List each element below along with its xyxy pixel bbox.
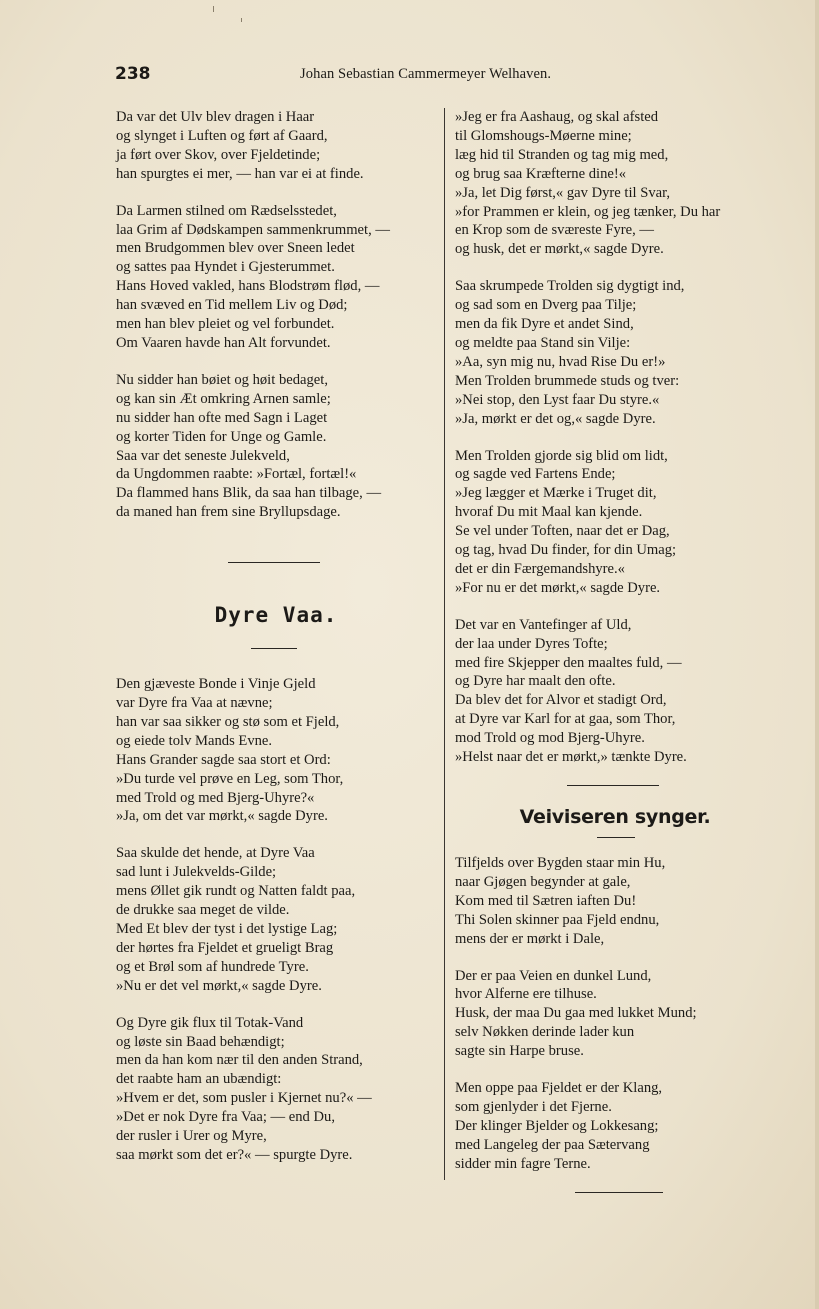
verse-line: Men oppe paa Fjeldet er der Klang, xyxy=(455,1080,663,1097)
stanza xyxy=(116,675,436,826)
verse-line: det raabte ham an ubændigt: xyxy=(116,1071,282,1088)
verse-line: og brug saa Kræfterne dine!« xyxy=(455,165,627,182)
verse-line: Med Et blev der tyst i det lystige Lag; xyxy=(116,921,338,937)
verse-line: Der klinger Bjelder og Lokkesang; xyxy=(455,1117,659,1134)
column-divider xyxy=(444,108,445,1180)
verse-line: og meldte paa Stand sin Vilje: xyxy=(455,334,631,351)
verse-line: og eiede tolv Mands Evne. xyxy=(116,732,273,749)
song-body xyxy=(455,854,780,1174)
stanza xyxy=(455,277,780,428)
verse-line: Husk, der maa Du gaa med lukket Mund; xyxy=(455,1005,697,1022)
verse-line: Der er paa Veien en dunkel Lund, xyxy=(455,967,652,984)
poem-title: Dyre Vaa. xyxy=(214,603,338,628)
verse-line: »Ja, om det var mørkt,« sagde Dyre. xyxy=(116,808,328,825)
verse-line: Det var en Vantefinger af Uld, xyxy=(455,616,632,633)
verse-line: læg hid til Stranden og tag mig med, xyxy=(455,146,669,163)
verse-line: Nu sidder han bøiet og høit bedaget, xyxy=(116,371,328,388)
verse-line: og korter Tiden for Unge og Gamle. xyxy=(116,428,327,445)
verse-line: Om Vaaren havde han Alt forvundet. xyxy=(116,334,331,351)
verse-line: og slynget i Luften og ført af Gaard, xyxy=(116,127,328,144)
verse-line: og kan sin Æt omkring Arnen samle; xyxy=(116,390,331,407)
stanza xyxy=(116,202,436,353)
verse-line: at Dyre var Karl for at gaa, som Thor, xyxy=(455,711,676,728)
left-column xyxy=(116,108,436,1183)
verse-line: Se vel under Toften, naar det er Dag, xyxy=(455,523,670,540)
verse-line: »Ja, mørkt er det og,« sagde Dyre. xyxy=(455,410,656,427)
verse-line: mens Øllet gik rundt og Natten faldt paa, xyxy=(116,883,356,900)
print-speck xyxy=(213,6,214,12)
verse-line: Men Trolden gjorde sig blid om lidt, xyxy=(455,447,668,464)
section-rule xyxy=(228,562,320,563)
verse-line: Saa skrumpede Trolden sig dygtigt ind, xyxy=(455,278,685,295)
title-rule xyxy=(597,837,635,838)
verse-line: mod Trold og mod Bjerg-Uhyre. xyxy=(455,730,645,747)
verse-line: laa Grim af Dødskampen sammenkrummet, — xyxy=(116,221,390,238)
stanza xyxy=(455,616,780,767)
verse-line: han var saa sikker og stø som et Fjeld, xyxy=(116,713,340,730)
verse-line: hvoraf Du mit Maal kan kjende. xyxy=(455,504,643,521)
verse-line: der laa under Dyres Tofte; xyxy=(455,635,608,652)
verse-line: Men Trolden brummede studs og tver: xyxy=(455,372,680,389)
verse-line: Da flammed hans Blik, da saa han tilbage, — xyxy=(116,485,382,502)
verse-line: og tag, hvad Du finder, for din Umag; xyxy=(455,542,677,559)
verse-line: en Krop som de sværeste Fyre, — xyxy=(455,222,655,239)
verse-line: Da var det Ulv blev dragen i Haar xyxy=(116,109,315,125)
verse-line: var Dyre fra Vaa at nævne; xyxy=(116,695,273,712)
verse-line: nu sidder han ofte med Sagn i Laget xyxy=(116,409,328,426)
poem-continuation xyxy=(455,108,780,767)
verse-line: »Det er nok Dyre fra Vaa; — end Du, xyxy=(116,1109,335,1126)
right-column xyxy=(455,108,780,1193)
verse-line: »Jeg lægger et Mærke i Truget dit, xyxy=(455,485,657,502)
verse-line: som gjenlyder i det Fjerne. xyxy=(455,1098,612,1115)
verse-line: »Aa, syn mig nu, hvad Rise Du er!» xyxy=(455,353,666,370)
running-head: Johan Sebastian Cammermeyer Welhaven. xyxy=(300,66,552,82)
stanza xyxy=(116,371,436,522)
verse-line: men Brudgommen blev over Sneen ledet xyxy=(116,240,355,257)
verse-line: de drukke saa meget de vilde. xyxy=(116,902,290,919)
verse-line: Saa var det seneste Julekveld, xyxy=(116,447,290,464)
stanza xyxy=(455,108,780,259)
verse-line: »Du turde vel prøve en Leg, som Thor, xyxy=(116,770,344,787)
verse-line: Da blev det for Alvor et stadigt Ord, xyxy=(455,692,667,709)
verse-line: da maned han frem sine Bryllupsdage. xyxy=(116,504,341,521)
verse-line: Og Dyre gik flux til Totak-Vand xyxy=(116,1014,304,1031)
verse-line: med Langeleg der paa Sætervang xyxy=(455,1136,650,1153)
verse-line: Hans Hoved vakled, hans Blodstrøm flød, — xyxy=(116,278,380,295)
verse-line: til Glomshougs-Møerne mine; xyxy=(455,127,632,144)
verse-line: »for Prammen er klein, og jeg tænker, Du har xyxy=(455,203,721,220)
page-number: 238 xyxy=(115,64,151,84)
verse-line: saa mørkt som det er?« — spurgte Dyre. xyxy=(116,1146,353,1163)
verse-line: »Nei stop, den Lyst faar Du styre.« xyxy=(455,391,660,408)
song-title: Veiviseren synger. xyxy=(519,806,711,828)
verse-line: men da fik Dyre et andet Sind, xyxy=(455,316,634,333)
verse-line: og sattes paa Hyndet i Gjesterummet. xyxy=(116,259,335,276)
verse-line: »Nu er det vel mørkt,« sagde Dyre. xyxy=(116,977,322,994)
section-rule xyxy=(567,785,659,786)
verse-line: »For nu er det mørkt,« sagde Dyre. xyxy=(455,579,661,596)
page-edge xyxy=(815,0,819,1309)
stanza xyxy=(455,447,780,598)
verse-line: »Hvem er det, som pusler i Kjernet nu?« — xyxy=(116,1090,372,1107)
verse-line: og sad som en Dverg paa Tilje; xyxy=(455,297,637,314)
verse-line: og Dyre har maalt den ofte. xyxy=(455,673,616,690)
stanza xyxy=(116,844,436,995)
verse-line: ja ført over Skov, over Fjeldetinde; xyxy=(116,146,321,163)
verse-line: Saa skulde det hende, at Dyre Vaa xyxy=(116,845,315,862)
verse-line: der rusler i Urer og Myre, xyxy=(116,1128,267,1145)
verse-line: han spurgtes ei mer, — han var ei at finde. xyxy=(116,165,364,182)
verse-line: der hørtes fra Fjeldet et grueligt Brag xyxy=(116,939,334,956)
verse-line: Da Larmen stilned om Rædselsstedet, xyxy=(116,202,337,219)
verse-line: men da han kom nær til den anden Strand, xyxy=(116,1052,363,1069)
verse-line: sagte sin Harpe bruse. xyxy=(455,1043,584,1060)
verse-line: sad lunt i Julekvelds-Gilde; xyxy=(116,864,277,881)
verse-line: Kom med til Sætren iaften Du! xyxy=(455,892,637,909)
page-header xyxy=(0,64,819,88)
verse-line: selv Nøkken derinde lader kun xyxy=(455,1024,635,1041)
verse-line: Tilfjelds over Bygden staar min Hu, xyxy=(455,855,666,871)
verse-line: sidder min fagre Terne. xyxy=(455,1155,591,1172)
verse-line: »Ja, let Dig først,« gav Dyre til Svar, xyxy=(455,184,671,201)
print-speck xyxy=(241,18,242,22)
verse-line: Den gjæveste Bonde i Vinje Gjeld xyxy=(116,676,316,693)
stanza xyxy=(455,967,780,1062)
title-rule xyxy=(251,648,297,649)
verse-line: med fire Skjepper den maaltes fuld, — xyxy=(455,654,682,671)
verse-line: »Jeg er fra Aashaug, og skal afsted xyxy=(455,109,659,125)
verse-line: og husk, det er mørkt,« sagde Dyre. xyxy=(455,241,664,258)
verse-line: men han blev pleiet og vel forbundet. xyxy=(116,316,335,333)
verse-line: Hans Grander sagde saa stort et Ord: xyxy=(116,751,331,768)
verse-line: han svæved en Tid mellem Liv og Død; xyxy=(116,297,348,314)
stanza xyxy=(455,1079,780,1174)
verse-line: og løste sin Baad behændigt; xyxy=(116,1033,285,1050)
verse-line: med Trold og med Bjerg-Uhyre?« xyxy=(116,789,315,806)
verse-line: da Ungdommen raabte: »Fortæl, fortæl!« xyxy=(116,466,357,483)
verse-line: og sagde ved Fartens Ende; xyxy=(455,466,616,483)
verse-line: Thi Solen skinner paa Fjeld endnu, xyxy=(455,911,660,928)
verse-line: naar Gjøgen begynder at gale, xyxy=(455,873,631,890)
verse-line: mens der er mørkt i Dale, xyxy=(455,930,605,947)
verse-line: det er din Færgemandshyre.« xyxy=(455,560,625,577)
verse-line: »Helst naar det er mørkt,» tænkte Dyre. xyxy=(455,749,687,766)
intro-poem xyxy=(116,108,436,522)
verse-line: hvor Alferne ere tilhuse. xyxy=(455,986,597,1003)
stanza xyxy=(116,1014,436,1165)
end-rule xyxy=(575,1192,663,1193)
stanza xyxy=(455,854,780,949)
stanza xyxy=(116,108,436,184)
verse-line: og et Brøl som af hundrede Tyre. xyxy=(116,958,309,975)
poem-body xyxy=(116,675,436,1165)
